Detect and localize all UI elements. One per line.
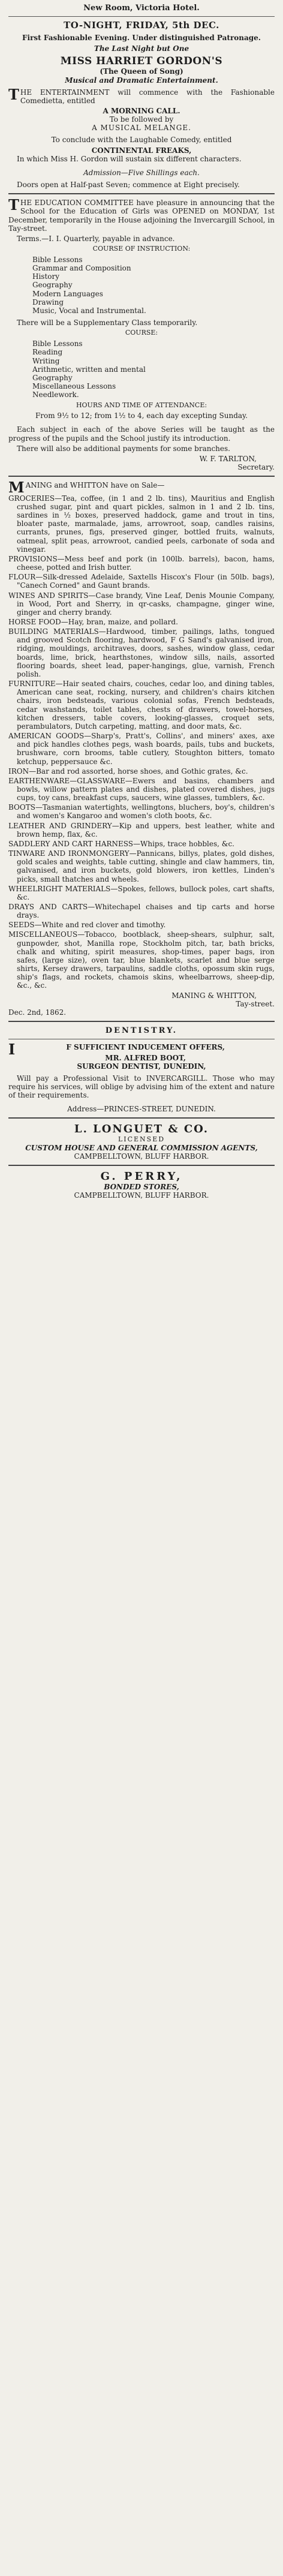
list-item: Modern Languages bbox=[32, 289, 103, 298]
supplementary: There will be a Supplementary Class temporarily. bbox=[17, 318, 198, 327]
signature-title: Secretary. bbox=[237, 463, 275, 472]
list-item: WHEELRIGHT MATERIALS—Spokes, fellows, bullock poles, cart shafts, &c. bbox=[8, 884, 275, 901]
list-item: EARTHENWARE—GLASSWARE—Ewers and basins, chambers and bowls, willow pattern plates and dishes, plated covered dishes, jugs cups, toy cans, breakfast cups, saucers, wine glasses, tumblers, &c. bbox=[8, 776, 275, 802]
list-item: SADDLERY AND CART HARNESS—Whips, trace hobbles, &c. bbox=[8, 839, 234, 848]
dentist-text: Will pay a Professional Visit to INVERCARGILL. Those who may require his services, will oblige by advising him of the extent and nature of their requirements. bbox=[8, 1074, 275, 1100]
divider bbox=[8, 16, 275, 17]
list-item: BOOTS—Tasmanian watertights, wellingtons, bluchers, boy's, children's and women's Kangaroo and women's cloth boots, &c. bbox=[8, 803, 275, 820]
agents: CUSTOM HOUSE AND GENERAL COMMISSION AGENTS, bbox=[25, 1143, 258, 1152]
list-item: Writing bbox=[32, 356, 60, 365]
list-item: HORSE FOOD—Hay, bran, maize, and pollard. bbox=[8, 618, 178, 626]
newspaper-column bbox=[0, 0, 283, 1200]
licensed: LICENSED bbox=[118, 1135, 165, 1143]
signature-place: Tay-street. bbox=[236, 999, 275, 1008]
perry-name: G. PERRY, bbox=[100, 1170, 183, 1183]
perry-advert bbox=[8, 1170, 275, 1200]
signature: MANING & WHITTON, bbox=[171, 991, 257, 1000]
list-item: Drawing bbox=[32, 297, 64, 306]
hotel-heading: New Room, Victoria Hotel. bbox=[83, 4, 200, 13]
list-item: DRAYS AND CARTS—Whitechapel chaises and tip carts and horse drays. bbox=[8, 903, 275, 920]
education-advert bbox=[8, 196, 275, 472]
dentist-title: SURGEON DENTIST, DUNEDIN, bbox=[77, 1062, 206, 1071]
course2-list bbox=[8, 339, 275, 399]
longuet-name: L. LONGUET & CO. bbox=[74, 1123, 209, 1136]
list-item: FLOUR—Silk-dressed Adelaide, Saxtells Hiscox's Flour (in 50lb. bags), "Canech Corned" and Gaunt brands. bbox=[8, 573, 275, 590]
entertainment-type: Musical and Dramatic Entertainment. bbox=[65, 76, 218, 85]
list-item: Geography bbox=[32, 373, 73, 382]
list-item: Grammar and Composition bbox=[32, 264, 131, 273]
divider bbox=[8, 476, 275, 477]
list-item: Bible Lessons bbox=[32, 256, 83, 264]
list-item: FURNITURE—Hair seated chairs, couches, cedar loo, and dining tables, American cane seat, rocking, nursery, and children's chairs kitchen chairs, iron bedsteads, various colonial sofas, French bedsteads, cedar washstands, toilet tables, chests of drawers, towel-horses, kitchen dressers, table covers, looking-glasses, croquet sets, perambulators, Dutch carpeting, matting, and door mats, &c. bbox=[8, 680, 275, 731]
list-item: LEATHER AND GRINDERY—Kip and uppers, best leather, white and brown hemp, flax, &c. bbox=[8, 821, 275, 838]
list-item: GROCERIES—Tea, coffee, (in 1 and 2 lb. tins), Mauritius and English crushed sugar, pint and quart pickles, salmon in 1 and 2 lb. tins, sardines in ½ boxes, preserved haddock, game and trout in tins, bloater paste, marmalade, jams, arrowroot, soap, candles raisins, currants, prunes, figs, preserved ginger, bottled fruits, walnuts, oatmeal, split peas, arrowroot, candied peels, carbonate of soda and vinegar. bbox=[8, 494, 275, 554]
commence-text: THE ENTERTAINMENT will commence with the Fashionable Comedietta, entitled bbox=[8, 85, 275, 105]
list-item: PROVISIONS—Mess beef and pork (in 100lb. barrels), bacon, hams, cheese, potted and Irish butter. bbox=[8, 554, 275, 572]
list-item: Music, Vocal and Instrumental. bbox=[32, 306, 146, 315]
divider bbox=[8, 193, 275, 194]
dentist-name: MR. ALFRED BOOT, bbox=[105, 1053, 186, 1062]
education-terms: Terms.—I. I. Quarterly, payable in advance. bbox=[17, 234, 175, 243]
longuet-advert bbox=[8, 1123, 275, 1161]
list-item: Needlework. bbox=[32, 390, 79, 399]
sustain-text: In which Miss H. Gordon will sustain six different characters. bbox=[17, 154, 242, 163]
hours-heading: HOURS AND TIME OF ATTENDANCE: bbox=[76, 401, 207, 410]
divider bbox=[8, 1021, 275, 1022]
list-item: AMERICAN GOODS—Sharp's, Pratt's, Collins', and miners' axes, axe and pick handles clothes pegs, wash boards, pails, tubs and buckets, brushware, corn brooms, table cutlery, Stoughton bitters, tomato ketchup, peppersauce &c. bbox=[8, 732, 275, 766]
divider bbox=[8, 1165, 275, 1166]
list-item: Miscellaneous Lessons bbox=[32, 382, 116, 390]
course-heading: COURSE OF INSTRUCTION: bbox=[92, 245, 191, 253]
perry-place: CAMPBELLTOWN, BLUFF HARBOR. bbox=[74, 1191, 209, 1200]
conclude-text: To conclude with the Laughable Comedy, entitled bbox=[51, 136, 232, 145]
last-night: The Last Night but One bbox=[94, 44, 189, 53]
list-item: History bbox=[32, 272, 60, 281]
longuet-place: CAMPBELLTOWN, BLUFF HARBOR. bbox=[74, 1152, 209, 1161]
dentistry-advert bbox=[8, 1026, 275, 1113]
signature: W. F. TARLTON, bbox=[199, 454, 257, 463]
list-item: IRON—Bar and rod assorted, horse shoes, and Gothic grates, &c. bbox=[8, 767, 248, 775]
dentistry-heading: DENTISTRY. bbox=[105, 1026, 178, 1036]
divider bbox=[8, 1117, 275, 1119]
list-item: WINES AND SPIRITS—Case brandy, Vine Leaf, Denis Mounie Company, in Wood, Port and Sherry, in qr-casks, champagne, ginger wine, ginger and cherry brandy. bbox=[8, 591, 275, 617]
list-item: MISCELLANEOUS—Tobacco, bootblack, sheep-shears, sulphur, salt, gunpowder, shot, Manilla rope, Stockholm pitch, tar, bath bricks, chalk and whiting, spirit measures, shop-times, paper bags, iron safes, (large size), oven tar, blue blankets, scarlet and blue serge shirts, Kersey drawers, tarpaulins, saddle cloths, opossum skin rugs, ship's flags, and rockets, chamois skins, wheelbarrows, sheep-dip, &c., &c. bbox=[8, 930, 275, 990]
date: Dec. 2nd, 1862. bbox=[8, 1008, 67, 1017]
first-fashionable: First Fashionable Evening. Under distinguished Patronage. bbox=[22, 34, 261, 43]
performer-name: MISS HARRIET GORDON'S bbox=[60, 55, 223, 68]
education-intro: THE EDUCATION COMMITTEE have pleasure in announcing that the School for the Education of Girls was OPENED on MONDAY, 1st December, temporarily in the House adjoining the Invercargill School, in Tay-street. bbox=[8, 196, 275, 233]
course-list bbox=[8, 256, 275, 315]
continental-freaks: CONTINENTAL FREAKS, bbox=[91, 146, 192, 155]
morning-call: A MORNING CALL. bbox=[103, 107, 180, 115]
musical-melange: A MUSICAL MELANGE. bbox=[92, 124, 191, 133]
hours-text: From 9½ to 12; from 1½ to 4, each day excepting Sunday. bbox=[35, 411, 248, 420]
list-item: Reading bbox=[32, 348, 63, 357]
doors-open: Doors open at Half-past Seven; commence at Eight precisely. bbox=[17, 181, 240, 190]
series-text: Each subject in each of the above Series will be taught as the progress of the pupils and the School justify its introduction. bbox=[8, 425, 275, 443]
list-item: Arithmetic, written and mental bbox=[32, 365, 146, 374]
admission: Admission—Five Shillings each. bbox=[83, 168, 200, 177]
list-item: BUILDING MATERIALS—Hardwood, timber, pailings, laths, tongued and grooved Scotch flooring, hardwood, F G Sand's galvanised iron, ridging, mouldings, architraves, doors, sashes, window glass, cedar boards, lime, brick, hearthstones, window sills, nails, assorted flooring boards, sheet lead, paper-hangings, glue, varnish, French polish. bbox=[8, 627, 275, 678]
tonight-line: TO-NIGHT, FRIDAY, 5th DEC. bbox=[64, 20, 219, 31]
list-item: Bible Lessons bbox=[32, 339, 83, 348]
course2-heading: COURSE: bbox=[125, 329, 158, 337]
maning-advert bbox=[8, 481, 275, 1017]
hotel-advert bbox=[8, 4, 275, 189]
inducement: IF SUFFICIENT INDUCEMENT OFFERS, bbox=[8, 1041, 225, 1059]
followed-by: To be followed by bbox=[109, 115, 174, 124]
maning-heading: MANING and WHITTON have on Sale— bbox=[8, 479, 165, 497]
queen-of-song: (The Queen of Song) bbox=[100, 67, 183, 76]
additional-text: There will also be additional payments for some branches. bbox=[17, 444, 230, 453]
list-item: TINWARE AND IRONMONGERY—Pannicans, billys, plates, gold dishes, gold scales and weights, table cutting, shingle and claw hammers, tin, galvanised, and iron buckets, gold blowers, iron kettles, Linden's picks, small thatches and wheels. bbox=[8, 849, 275, 883]
list-item: Geography bbox=[32, 281, 73, 290]
bonded: BONDED STORES, bbox=[104, 1183, 179, 1192]
list-item: SEEDS—White and red clover and timothy. bbox=[8, 921, 166, 930]
dentist-address: Address—PRINCES-STREET, DUNEDIN. bbox=[67, 1105, 216, 1114]
